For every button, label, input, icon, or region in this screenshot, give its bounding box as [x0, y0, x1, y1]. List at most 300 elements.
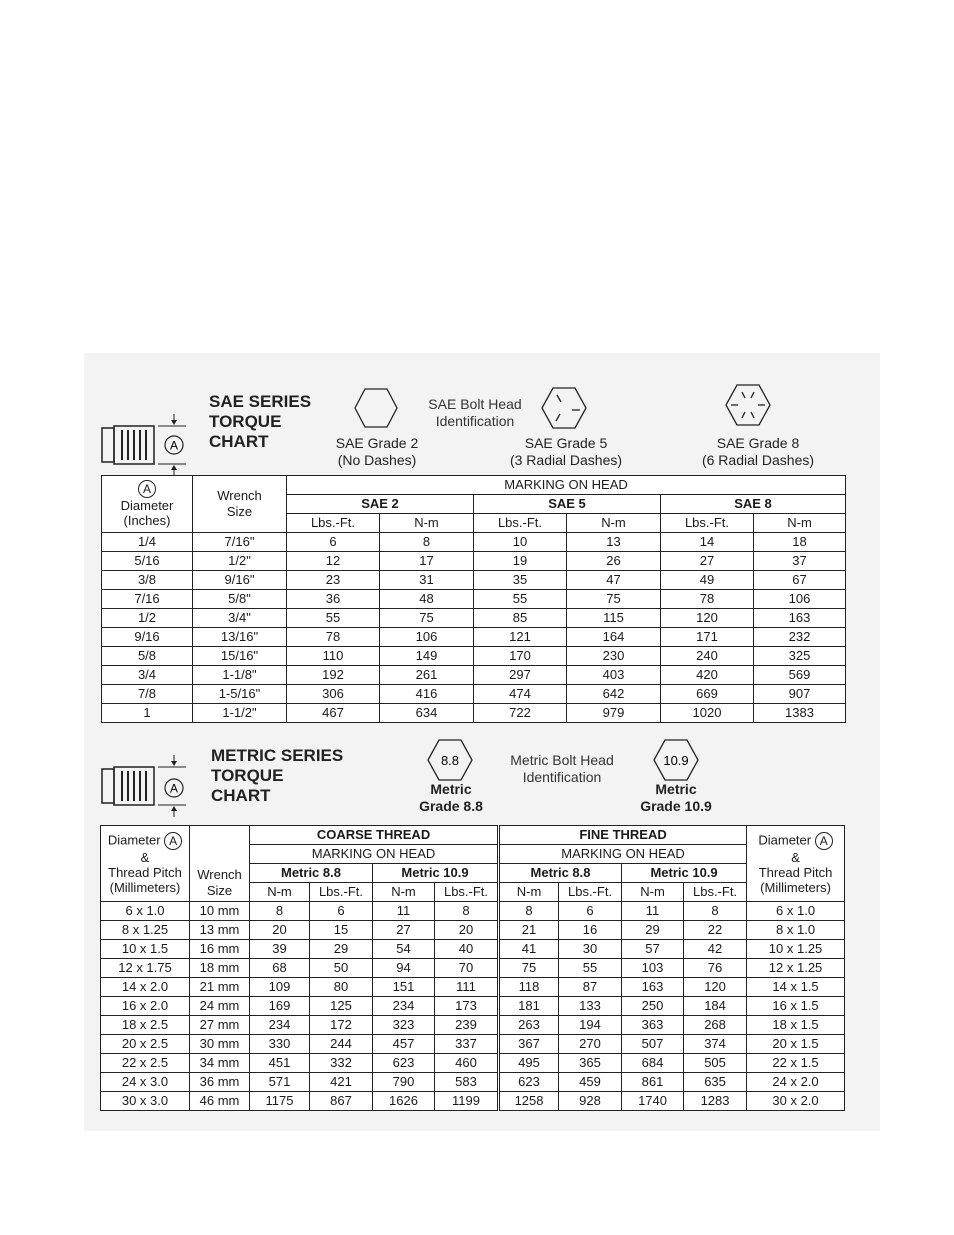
metric-unit-header: Lbs.-Ft. [684, 883, 747, 902]
sae-unit-header: N-m [567, 514, 661, 533]
sae-grade-2-label [317, 435, 437, 469]
table-cell: 181 [499, 997, 559, 1016]
table-cell: 6 [310, 902, 373, 921]
table-cell: 94 [373, 959, 435, 978]
table-cell: 20 x 2.5 [101, 1035, 190, 1054]
sae-wrench-header [193, 476, 287, 533]
table-cell: 19 [474, 552, 567, 571]
table-cell: 403 [567, 666, 661, 685]
table-cell: 46 mm [190, 1092, 250, 1111]
circle-a-label: A [169, 438, 179, 453]
table-cell: 18 mm [190, 959, 250, 978]
table-cell: 50 [310, 959, 373, 978]
table-cell: 505 [684, 1054, 747, 1073]
table-cell: 103 [622, 959, 684, 978]
table-cell: 27 [661, 552, 754, 571]
table-row [102, 647, 846, 666]
metric-title-line-3: CHART [211, 786, 271, 805]
sae-grade-8-desc: (6 Radial Dashes) [701, 452, 815, 468]
table-row [102, 533, 846, 552]
metric-grade-10-9-name: Metric [655, 781, 697, 797]
metric-10-9-head-mark: 10.9 [663, 753, 689, 768]
table-cell: 459 [559, 1073, 622, 1092]
table-cell: 29 [310, 940, 373, 959]
table-cell: 16 x 2.0 [101, 997, 190, 1016]
sae-group-header-sae5: SAE 5 [474, 495, 661, 514]
table-cell: 3/4 [102, 666, 193, 685]
table-cell: 20 [250, 921, 310, 940]
table-cell: 457 [373, 1035, 435, 1054]
table-cell: 244 [310, 1035, 373, 1054]
table-cell: 684 [622, 1054, 684, 1073]
table-cell: 109 [250, 978, 310, 997]
table-cell: 149 [380, 647, 474, 666]
table-cell: 261 [380, 666, 474, 685]
table-cell: 106 [754, 590, 846, 609]
sae-grade-8-name: SAE Grade 8 [716, 435, 800, 451]
table-cell: 270 [559, 1035, 622, 1054]
fine-metric-8-8-header: Metric 8.8 [499, 864, 622, 883]
table-cell: 507 [622, 1035, 684, 1054]
table-cell: 6 [287, 533, 380, 552]
table-cell: 54 [373, 940, 435, 959]
table-cell: 325 [754, 647, 846, 666]
table-cell: 29 [622, 921, 684, 940]
table-cell: 722 [474, 704, 567, 723]
table-cell: 8 x 1.25 [101, 921, 190, 940]
metric-10-9-head-icon [652, 738, 700, 782]
sae-marking-header: MARKING ON HEAD [287, 476, 846, 495]
sae-unit-header: N-m [380, 514, 474, 533]
table-cell: 907 [754, 685, 846, 704]
table-cell: 365 [559, 1054, 622, 1073]
table-row [101, 978, 845, 997]
table-cell: 306 [287, 685, 380, 704]
table-cell: 68 [250, 959, 310, 978]
metric-left-header-line-2: & [140, 850, 150, 865]
sae-diameter-header-line-1: Diameter [120, 498, 174, 513]
table-cell: 332 [310, 1054, 373, 1073]
metric-table-body [101, 902, 845, 1111]
sae-id-label [410, 396, 540, 430]
table-cell: 12 x 1.75 [101, 959, 190, 978]
sae-grade-8-label [678, 435, 838, 469]
table-cell: 363 [622, 1016, 684, 1035]
sae-header-row-1 [102, 476, 846, 495]
sae-id-label-line-2: Identification [435, 413, 515, 429]
table-cell: 323 [373, 1016, 435, 1035]
table-cell: 6 x 1.0 [101, 902, 190, 921]
sae-wrench-header-line-1: Wrench [217, 488, 262, 503]
table-cell: 6 x 1.0 [747, 902, 845, 921]
table-cell: 421 [310, 1073, 373, 1092]
table-row [102, 628, 846, 647]
table-cell: 583 [435, 1073, 499, 1092]
table-cell: 1258 [499, 1092, 559, 1111]
table-cell: 36 [287, 590, 380, 609]
table-cell: 571 [250, 1073, 310, 1092]
table-cell: 67 [754, 571, 846, 590]
table-cell: 1283 [684, 1092, 747, 1111]
table-cell: 634 [380, 704, 474, 723]
table-cell: 55 [287, 609, 380, 628]
metric-left-header-line-1: Diameter [107, 832, 161, 848]
metric-torque-table [100, 825, 845, 1111]
table-cell: 14 x 1.5 [747, 978, 845, 997]
fine-marking-header: MARKING ON HEAD [499, 845, 747, 864]
circle-a-icon: A [138, 480, 156, 498]
sae-unit-header: Lbs.-Ft. [661, 514, 754, 533]
table-cell: 23 [287, 571, 380, 590]
table-cell: 3/4" [193, 609, 287, 628]
table-cell: 37 [754, 552, 846, 571]
table-row [101, 997, 845, 1016]
table-cell: 20 x 1.5 [747, 1035, 845, 1054]
table-row [101, 1073, 845, 1092]
table-cell: 1/2 [102, 609, 193, 628]
table-cell: 42 [684, 940, 747, 959]
table-cell: 75 [567, 590, 661, 609]
table-cell: 330 [250, 1035, 310, 1054]
sae-diameter-header [102, 476, 193, 533]
table-cell: 790 [373, 1073, 435, 1092]
sae-unit-header: Lbs.-Ft. [474, 514, 567, 533]
table-cell: 120 [661, 609, 754, 628]
metric-wrench-header-line-1: Wrench [197, 867, 242, 882]
table-cell: 8 [684, 902, 747, 921]
table-cell: 8 [499, 902, 559, 921]
table-row [101, 1092, 845, 1111]
sae-torque-table [101, 475, 846, 723]
table-cell: 230 [567, 647, 661, 666]
table-row [102, 704, 846, 723]
table-cell: 9/16" [193, 571, 287, 590]
table-cell: 1 [102, 704, 193, 723]
table-cell: 11 [373, 902, 435, 921]
table-cell: 39 [250, 940, 310, 959]
metric-wrench-header [190, 826, 250, 902]
table-cell: 110 [287, 647, 380, 666]
metric-unit-header: N-m [499, 883, 559, 902]
table-cell: 240 [661, 647, 754, 666]
metric-right-header-line-4: (Millimeters) [760, 880, 831, 895]
sae-unit-header: Lbs.-Ft. [287, 514, 380, 533]
table-cell: 16 mm [190, 940, 250, 959]
table-row [101, 940, 845, 959]
table-row [101, 1016, 845, 1035]
sae-table-body [102, 533, 846, 723]
table-cell: 21 [499, 921, 559, 940]
table-cell: 125 [310, 997, 373, 1016]
table-cell: 111 [435, 978, 499, 997]
table-cell: 623 [373, 1054, 435, 1073]
table-row [102, 590, 846, 609]
table-cell: 106 [380, 628, 474, 647]
metric-unit-header: Lbs.-Ft. [310, 883, 373, 902]
metric-left-header-line-4: (Millimeters) [109, 880, 181, 895]
table-cell: 16 [559, 921, 622, 940]
table-cell: 7/8 [102, 685, 193, 704]
table-cell: 151 [373, 978, 435, 997]
table-cell: 133 [559, 997, 622, 1016]
sae-title-line-2: TORQUE [209, 412, 282, 431]
table-cell: 10 x 1.25 [747, 940, 845, 959]
table-cell: 24 x 2.0 [747, 1073, 845, 1092]
table-cell: 451 [250, 1054, 310, 1073]
metric-wrench-header-line-2: Size [206, 883, 233, 898]
metric-right-header-line-1: Diameter [758, 832, 812, 848]
table-cell: 78 [287, 628, 380, 647]
table-cell: 80 [310, 978, 373, 997]
table-cell: 5/8 [102, 647, 193, 666]
table-cell: 192 [287, 666, 380, 685]
table-cell: 337 [435, 1035, 499, 1054]
table-cell: 416 [380, 685, 474, 704]
table-cell: 30 x 3.0 [101, 1092, 190, 1111]
metric-id-label [497, 752, 627, 786]
table-cell: 22 [684, 921, 747, 940]
table-cell: 41 [499, 940, 559, 959]
table-row [102, 552, 846, 571]
table-cell: 234 [250, 1016, 310, 1035]
table-cell: 34 mm [190, 1054, 250, 1073]
table-cell: 14 x 2.0 [101, 978, 190, 997]
table-row [101, 1035, 845, 1054]
table-cell: 118 [499, 978, 559, 997]
table-cell: 30 [559, 940, 622, 959]
table-cell: 164 [567, 628, 661, 647]
table-cell: 75 [380, 609, 474, 628]
table-cell: 7/16" [193, 533, 287, 552]
table-cell: 76 [684, 959, 747, 978]
coarse-thread-header: COARSE THREAD [250, 826, 499, 845]
sae-grade-5-head-icon [540, 386, 588, 430]
table-cell: 232 [754, 628, 846, 647]
table-cell: 1626 [373, 1092, 435, 1111]
table-cell: 1740 [622, 1092, 684, 1111]
table-cell: 642 [567, 685, 661, 704]
table-cell: 474 [474, 685, 567, 704]
table-cell: 184 [684, 997, 747, 1016]
table-cell: 5/16 [102, 552, 193, 571]
table-cell: 8 [435, 902, 499, 921]
coarse-metric-8-8-header: Metric 8.8 [250, 864, 373, 883]
table-cell: 11 [622, 902, 684, 921]
table-cell: 17 [380, 552, 474, 571]
table-cell: 268 [684, 1016, 747, 1035]
table-cell: 27 [373, 921, 435, 940]
table-cell: 30 mm [190, 1035, 250, 1054]
table-cell: 171 [661, 628, 754, 647]
table-cell: 35 [474, 571, 567, 590]
table-cell: 1020 [661, 704, 754, 723]
table-cell: 10 mm [190, 902, 250, 921]
metric-bolt-diagram-icon [98, 755, 194, 817]
table-cell: 13/16" [193, 628, 287, 647]
table-cell: 867 [310, 1092, 373, 1111]
table-row [102, 666, 846, 685]
table-cell: 18 x 1.5 [747, 1016, 845, 1035]
table-row [101, 959, 845, 978]
metric-title-line-2: TORQUE [211, 766, 284, 785]
table-cell: 78 [661, 590, 754, 609]
metric-grade-8-8-name: Metric [430, 781, 472, 797]
table-cell: 24 x 3.0 [101, 1073, 190, 1092]
table-cell: 172 [310, 1016, 373, 1035]
table-cell: 5/8" [193, 590, 287, 609]
table-cell: 7/16 [102, 590, 193, 609]
table-cell: 635 [684, 1073, 747, 1092]
metric-8-8-head-mark: 8.8 [440, 753, 460, 768]
table-cell: 194 [559, 1016, 622, 1035]
table-cell: 47 [567, 571, 661, 590]
metric-circle-a-label: A [169, 781, 179, 796]
table-cell: 173 [435, 997, 499, 1016]
table-cell: 18 [754, 533, 846, 552]
metric-grade-10-9-desc: Grade 10.9 [640, 798, 712, 814]
metric-left-diameter-header [101, 826, 190, 902]
table-cell: 57 [622, 940, 684, 959]
metric-right-header-line-2: & [791, 850, 800, 865]
table-cell: 31 [380, 571, 474, 590]
table-cell: 1175 [250, 1092, 310, 1111]
metric-unit-header: Lbs.-Ft. [435, 883, 499, 902]
table-cell: 75 [499, 959, 559, 978]
fine-metric-10-9-header: Metric 10.9 [622, 864, 747, 883]
table-cell: 297 [474, 666, 567, 685]
sae-grade-5-desc: (3 Radial Dashes) [509, 452, 623, 468]
sae-wrench-header-line-2: Size [226, 504, 253, 519]
table-cell: 85 [474, 609, 567, 628]
table-cell: 420 [661, 666, 754, 685]
table-cell: 250 [622, 997, 684, 1016]
metric-unit-header: N-m [373, 883, 435, 902]
table-cell: 12 [287, 552, 380, 571]
table-cell: 48 [380, 590, 474, 609]
table-cell: 13 mm [190, 921, 250, 940]
table-cell: 27 mm [190, 1016, 250, 1035]
table-cell: 170 [474, 647, 567, 666]
sae-title-line-1: SAE SERIES [209, 392, 312, 411]
table-row [101, 902, 845, 921]
table-cell: 467 [287, 704, 380, 723]
table-cell: 234 [373, 997, 435, 1016]
sae-grade-2-desc: (No Dashes) [337, 452, 417, 468]
table-cell: 49 [661, 571, 754, 590]
sae-diameter-header-line-2: (Inches) [123, 513, 171, 528]
table-cell: 669 [661, 685, 754, 704]
metric-id-label-line-1: Metric Bolt Head [510, 752, 614, 768]
coarse-marking-header: MARKING ON HEAD [250, 845, 499, 864]
sae-group-header-sae2: SAE 2 [287, 495, 474, 514]
sae-title-line-3: CHART [209, 432, 269, 451]
table-cell: 115 [567, 609, 661, 628]
table-cell: 928 [559, 1092, 622, 1111]
table-cell: 16 x 1.5 [747, 997, 845, 1016]
table-cell: 10 [474, 533, 567, 552]
fine-thread-header: FINE THREAD [499, 826, 747, 845]
table-row [102, 609, 846, 628]
table-cell: 8 [380, 533, 474, 552]
table-cell: 24 mm [190, 997, 250, 1016]
table-cell: 460 [435, 1054, 499, 1073]
sae-group-header-sae8: SAE 8 [661, 495, 846, 514]
sae-grade-2-head-icon [353, 387, 399, 429]
table-cell: 36 mm [190, 1073, 250, 1092]
sae-grade-8-head-icon [724, 383, 772, 427]
table-cell: 1383 [754, 704, 846, 723]
metric-unit-header: Lbs.-Ft. [559, 883, 622, 902]
table-cell: 163 [754, 609, 846, 628]
table-cell: 1199 [435, 1092, 499, 1111]
table-cell: 55 [559, 959, 622, 978]
table-cell: 87 [559, 978, 622, 997]
table-cell: 8 [250, 902, 310, 921]
table-cell: 30 x 2.0 [747, 1092, 845, 1111]
table-cell: 20 [435, 921, 499, 940]
table-cell: 239 [435, 1016, 499, 1035]
table-cell: 18 x 2.5 [101, 1016, 190, 1035]
table-cell: 1/4 [102, 533, 193, 552]
table-cell: 1/2" [193, 552, 287, 571]
table-cell: 22 x 1.5 [747, 1054, 845, 1073]
table-row [102, 571, 846, 590]
sae-title [209, 392, 311, 452]
table-cell: 120 [684, 978, 747, 997]
table-cell: 861 [622, 1073, 684, 1092]
circle-a-icon: A [815, 832, 833, 850]
table-cell: 979 [567, 704, 661, 723]
bolt-diagram-icon [98, 414, 194, 476]
table-cell: 163 [622, 978, 684, 997]
sae-grade-2-name: SAE Grade 2 [335, 435, 419, 451]
sae-id-label-line-1: SAE Bolt Head [428, 396, 522, 412]
table-cell: 374 [684, 1035, 747, 1054]
sae-unit-header: N-m [754, 514, 846, 533]
table-cell: 9/16 [102, 628, 193, 647]
metric-unit-header: N-m [250, 883, 310, 902]
table-cell: 15 [310, 921, 373, 940]
table-cell: 1-1/2" [193, 704, 287, 723]
table-row [102, 685, 846, 704]
table-cell: 26 [567, 552, 661, 571]
table-cell: 6 [559, 902, 622, 921]
table-cell: 569 [754, 666, 846, 685]
table-cell: 22 x 2.5 [101, 1054, 190, 1073]
table-row [101, 1054, 845, 1073]
metric-right-diameter-header [747, 826, 845, 902]
table-cell: 13 [567, 533, 661, 552]
circle-a-icon: A [164, 832, 182, 850]
table-cell: 10 x 1.5 [101, 940, 190, 959]
table-cell: 623 [499, 1073, 559, 1092]
table-cell: 121 [474, 628, 567, 647]
coarse-metric-10-9-header: Metric 10.9 [373, 864, 499, 883]
metric-grade-8-8-label [401, 781, 501, 815]
metric-header-row-1 [101, 826, 845, 845]
metric-left-header-line-3: Thread Pitch [108, 865, 182, 880]
metric-title-line-1: METRIC SERIES [211, 746, 344, 765]
metric-8-8-head-icon [426, 738, 474, 782]
table-cell: 367 [499, 1035, 559, 1054]
table-cell: 12 x 1.25 [747, 959, 845, 978]
metric-right-header-line-3: Thread Pitch [758, 865, 833, 880]
table-cell: 495 [499, 1054, 559, 1073]
table-cell: 21 mm [190, 978, 250, 997]
metric-grade-8-8-desc: Grade 8.8 [419, 798, 483, 814]
table-cell: 263 [499, 1016, 559, 1035]
table-cell: 40 [435, 940, 499, 959]
